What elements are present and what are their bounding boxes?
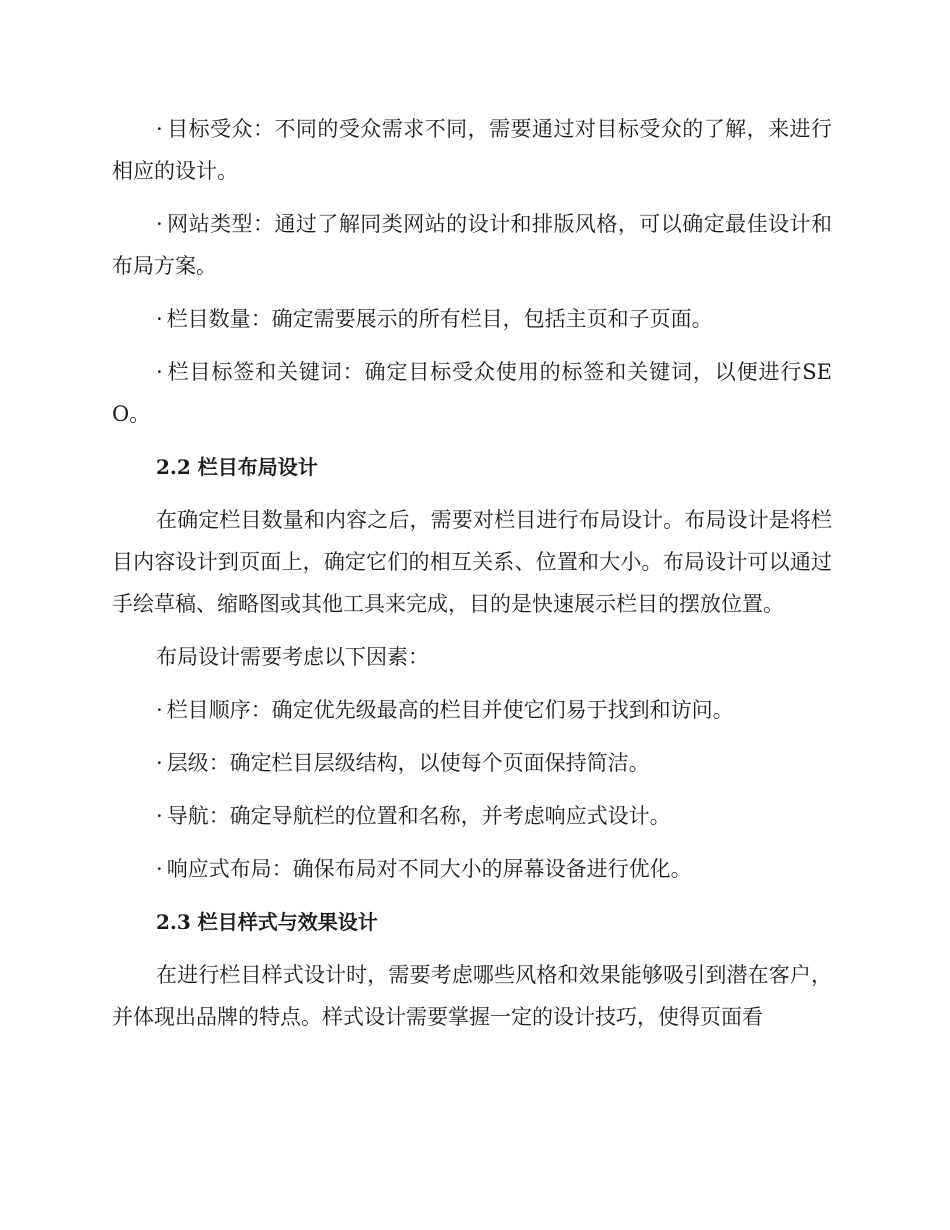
bullet-mark: ·	[156, 857, 163, 881]
bullet-term: 栏目顺序	[166, 698, 251, 722]
bullet-item-tags-keywords	[112, 351, 832, 435]
section-2-2-intro: 布局设计需要考虑以下因素：	[156, 645, 429, 669]
bullet-term: 网站类型	[166, 212, 253, 236]
bullet-mark: ·	[156, 698, 163, 722]
bullet-text: ：确保布局对不同大小的屏幕设备进行优化。	[271, 857, 692, 881]
bullet-item-column-order	[112, 689, 832, 731]
section-2-2-paragraph: 在确定栏目数量和内容之后，需要对栏目进行布局设计。布局设计是将栏目内容设计到页面上，确定它们的相互关系、位置和大小。布局设计可以通过手绘草稿、缩略图或其他工具来完成，目的是快速展示栏目的摆放位置。	[112, 508, 832, 616]
bullet-item-site-type	[112, 203, 832, 287]
bullet-item-responsive-layout	[112, 848, 832, 890]
bullet-term: 响应式布局	[166, 857, 272, 881]
bullet-item-column-count	[112, 298, 832, 340]
bullet-term: 导航	[166, 804, 209, 828]
bullet-text: ：确定栏目层级结构，以使每个页面保持简洁。	[208, 751, 650, 775]
bullet-text: ：确定优先级最高的栏目并使它们易于找到和访问。	[250, 698, 734, 722]
bullet-mark: ·	[156, 307, 163, 331]
bullet-text: ：不同的受众需求不同，需要通过对目标受众的了解，来进行相应的设计。	[112, 117, 833, 183]
bullet-item-target-audience	[112, 108, 832, 192]
bullet-text: ：确定目标受众使用的标签和关键词，以便进行SEO。	[112, 360, 833, 426]
bullet-term: 目标受众	[166, 117, 253, 141]
bullet-mark: ·	[156, 751, 163, 775]
section-heading-2-3: 2.3 栏目样式与效果设计	[156, 910, 378, 934]
bullet-term: 栏目数量	[166, 307, 251, 331]
bullet-term: 层级	[166, 751, 209, 775]
section-2-3-paragraph: 在进行栏目样式设计时，需要考虑哪些风格和效果能够吸引到潜在客户，并体现出品牌的特点。样式设计需要掌握一定的设计技巧，使得页面看	[112, 963, 832, 1029]
bullet-text: ：通过了解同类网站的设计和排版风格，可以确定最佳设计和布局方案。	[112, 212, 833, 278]
bullet-mark: ·	[156, 804, 163, 828]
bullet-mark: ·	[156, 117, 163, 141]
bullet-item-hierarchy	[112, 742, 832, 784]
document-page	[112, 108, 832, 1049]
bullet-text: ：确定导航栏的位置和名称，并考虑响应式设计。	[208, 804, 671, 828]
section-heading-2-2: 2.2 栏目布局设计	[156, 455, 318, 479]
bullet-term: 栏目标签和关键词	[166, 360, 343, 384]
bullet-item-navigation	[112, 795, 832, 837]
bullet-mark: ·	[156, 360, 163, 384]
bullet-text: ：确定需要展示的所有栏目，包括主页和子页面。	[250, 307, 713, 331]
bullet-mark: ·	[156, 212, 163, 236]
